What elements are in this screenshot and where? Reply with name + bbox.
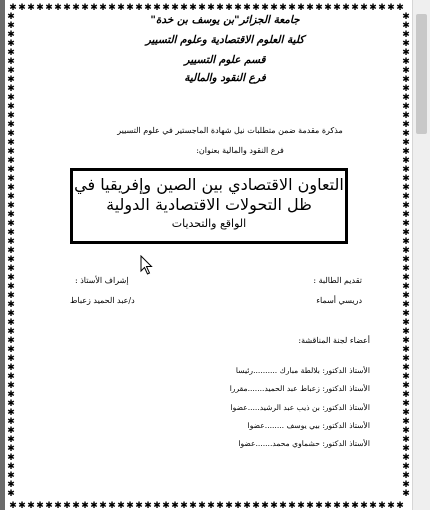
border-star-icon: ✱ (7, 444, 15, 454)
border-star-icon: ✱ (402, 192, 410, 202)
border-star-icon: ✱ (378, 501, 386, 510)
committee-member-2: الأستاذ الدكتور: زعباط عبد الحميد.......مقررا (229, 384, 370, 393)
border-star-icon: ✱ (171, 501, 179, 510)
faculty-name: كلية العلوم الاقتصادية وعلوم التسيير (145, 34, 305, 46)
border-star-icon: ✱ (342, 501, 350, 510)
border-star-icon: ✱ (117, 3, 125, 13)
border-star-icon: ✱ (288, 3, 296, 13)
border-star-icon: ✱ (402, 120, 410, 130)
border-star-icon: ✱ (7, 300, 15, 310)
border-star-icon: ✱ (402, 255, 410, 265)
border-star-icon: ✱ (369, 501, 377, 510)
border-star-icon: ✱ (252, 3, 260, 13)
border-star-icon: ✱ (279, 3, 287, 13)
border-star-icon: ✱ (7, 489, 15, 499)
border-star-icon: ✱ (216, 501, 224, 510)
border-star-icon: ✱ (402, 480, 410, 490)
border-star-icon: ✱ (54, 3, 62, 13)
committee-member-4: الأستاذ الدكتور: بيي يوسف ........عضوا (247, 421, 370, 430)
supervisor-name: د/عبد الحميد زعباط (70, 296, 135, 305)
border-star-icon: ✱ (72, 501, 80, 510)
border-star-icon: ✱ (402, 408, 410, 418)
border-star-icon: ✱ (7, 57, 15, 67)
border-star-icon: ✱ (7, 381, 15, 391)
border-star-icon: ✱ (402, 129, 410, 139)
border-star-icon: ✱ (7, 93, 15, 103)
border-star-icon: ✱ (7, 336, 15, 346)
border-star-icon: ✱ (7, 102, 15, 112)
border-star-icon: ✱ (7, 156, 15, 166)
border-star-icon: ✱ (180, 501, 188, 510)
border-star-icon: ✱ (45, 3, 53, 13)
mouse-pointer-icon (140, 255, 154, 275)
border-star-icon: ✱ (81, 501, 89, 510)
border-star-icon: ✱ (126, 3, 134, 13)
border-star-icon: ✱ (351, 3, 359, 13)
border-star-icon: ✱ (7, 237, 15, 247)
border-star-icon: ✱ (324, 3, 332, 13)
branch-name: فرع النقود والمالية (184, 72, 266, 84)
border-star-icon: ✱ (90, 3, 98, 13)
memo-line-2: فرع النقود والمالية بعنوان: (196, 146, 284, 155)
memo-line-1: مذكرة مقدمة ضمن متطلبات نيل شهادة الماجستير في علوم التسيير (117, 126, 343, 135)
border-star-icon: ✱ (7, 372, 15, 382)
border-star-icon: ✱ (402, 318, 410, 328)
border-star-icon: ✱ (171, 3, 179, 13)
border-star-icon: ✱ (7, 417, 15, 427)
border-star-icon: ✱ (144, 501, 152, 510)
border-star-icon: ✱ (7, 219, 15, 229)
border-star-icon: ✱ (324, 501, 332, 510)
border-star-icon: ✱ (402, 174, 410, 184)
border-star-icon: ✱ (402, 228, 410, 238)
border-star-icon: ✱ (402, 345, 410, 355)
border-star-icon: ✱ (402, 210, 410, 220)
border-star-icon: ✱ (81, 3, 89, 13)
border-star-icon: ✱ (225, 501, 233, 510)
border-star-icon: ✱ (7, 282, 15, 292)
border-star-icon: ✱ (315, 501, 323, 510)
border-star-icon: ✱ (7, 255, 15, 265)
border-star-icon: ✱ (402, 264, 410, 274)
border-star-icon: ✱ (18, 501, 26, 510)
border-star-icon: ✱ (72, 3, 80, 13)
vertical-scrollbar[interactable] (412, 0, 430, 510)
border-star-icon: ✱ (402, 291, 410, 301)
border-star-icon: ✱ (261, 501, 269, 510)
border-star-icon: ✱ (402, 336, 410, 346)
border-star-icon: ✱ (7, 327, 15, 337)
committee-label: أعضاء لجنة المناقشة: (298, 336, 370, 345)
border-star-icon: ✱ (378, 3, 386, 13)
border-star-icon: ✱ (402, 372, 410, 382)
border-star-icon: ✱ (7, 291, 15, 301)
border-star-icon: ✱ (27, 3, 35, 13)
border-star-icon: ✱ (351, 501, 359, 510)
border-star-icon: ✱ (402, 75, 410, 85)
border-star-icon: ✱ (7, 111, 15, 121)
border-star-icon: ✱ (144, 3, 152, 13)
border-star-icon: ✱ (243, 501, 251, 510)
border-star-icon: ✱ (63, 501, 71, 510)
border-star-icon: ✱ (270, 3, 278, 13)
border-star-icon: ✱ (7, 192, 15, 202)
border-star-icon: ✱ (270, 501, 278, 510)
border-star-icon: ✱ (234, 501, 242, 510)
border-star-icon: ✱ (402, 84, 410, 94)
border-star-icon: ✱ (90, 501, 98, 510)
border-star-icon: ✱ (402, 183, 410, 193)
border-star-icon: ✱ (252, 501, 260, 510)
border-star-icon: ✱ (126, 501, 134, 510)
border-star-icon: ✱ (7, 354, 15, 364)
border-star-icon: ✱ (333, 501, 341, 510)
student-label: تقديم الطالبة : (313, 276, 362, 285)
border-star-icon: ✱ (402, 381, 410, 391)
border-star-icon: ✱ (402, 93, 410, 103)
border-star-icon: ✱ (402, 471, 410, 481)
border-star-icon: ✱ (7, 84, 15, 94)
border-star-icon: ✱ (7, 138, 15, 148)
border-star-icon: ✱ (288, 501, 296, 510)
border-star-icon: ✱ (9, 501, 17, 510)
university-name: جامعة الجزائر"بن يوسف بن خدة" (150, 14, 300, 26)
border-star-icon: ✱ (306, 501, 314, 510)
border-star-icon: ✱ (7, 210, 15, 220)
border-star-icon: ✱ (135, 3, 143, 13)
border-star-icon: ✱ (402, 12, 410, 22)
border-star-icon: ✱ (315, 3, 323, 13)
border-star-icon: ✱ (7, 120, 15, 130)
border-star-icon: ✱ (402, 165, 410, 175)
border-star-icon: ✱ (7, 66, 15, 76)
border-star-icon: ✱ (108, 501, 116, 510)
border-star-icon: ✱ (207, 501, 215, 510)
border-star-icon: ✱ (402, 48, 410, 58)
border-star-icon: ✱ (402, 21, 410, 31)
border-star-icon: ✱ (402, 363, 410, 373)
border-star-icon: ✱ (7, 318, 15, 328)
border-star-icon: ✱ (27, 501, 35, 510)
border-star-icon: ✱ (402, 273, 410, 283)
department-name: قسم علوم التسيير (184, 54, 266, 66)
border-star-icon: ✱ (402, 435, 410, 445)
border-star-icon: ✱ (402, 309, 410, 319)
border-star-icon: ✱ (396, 501, 404, 510)
border-star-icon: ✱ (117, 501, 125, 510)
border-star-icon: ✱ (402, 30, 410, 40)
border-star-icon: ✱ (9, 3, 17, 13)
border-star-icon: ✱ (402, 57, 410, 67)
border-star-icon: ✱ (7, 453, 15, 463)
border-star-icon: ✱ (207, 3, 215, 13)
border-star-icon: ✱ (180, 3, 188, 13)
border-star-icon: ✱ (36, 3, 44, 13)
border-star-icon: ✱ (45, 501, 53, 510)
border-star-icon: ✱ (63, 3, 71, 13)
border-star-icon: ✱ (402, 39, 410, 49)
border-star-icon: ✱ (7, 462, 15, 472)
border-star-icon: ✱ (7, 165, 15, 175)
border-star-icon: ✱ (99, 3, 107, 13)
border-star-icon: ✱ (162, 3, 170, 13)
border-star-icon: ✱ (7, 390, 15, 400)
student-name: دريسي أسماء (316, 296, 362, 305)
border-star-icon: ✱ (360, 501, 368, 510)
border-star-icon: ✱ (7, 480, 15, 490)
border-star-icon: ✱ (216, 3, 224, 13)
supervisor-label: إشراف الأستاذ : (75, 276, 129, 285)
border-star-icon: ✱ (402, 246, 410, 256)
border-star-icon: ✱ (7, 399, 15, 409)
border-star-icon: ✱ (7, 264, 15, 274)
border-star-icon: ✱ (402, 417, 410, 427)
border-star-icon: ✱ (297, 3, 305, 13)
border-star-icon: ✱ (402, 66, 410, 76)
committee-member-1: الأستاذ الدكتور: بلالطة مبارك ..........رئيسا (235, 366, 370, 375)
committee-member-5: الأستاذ الدكتور: حشماوي محمد.......عضوا (238, 439, 370, 448)
thesis-title-line-1: التعاون الاقتصادي بين الصين وإفريقيا في (74, 175, 344, 194)
border-star-icon: ✱ (18, 3, 26, 13)
border-star-icon: ✱ (7, 48, 15, 58)
border-star-icon: ✱ (402, 462, 410, 472)
border-star-icon: ✱ (402, 327, 410, 337)
border-star-icon: ✱ (189, 501, 197, 510)
committee-member-3: الأستاذ الدكتور: بن ذيب عبد الرشيد.....عضوا (230, 403, 370, 412)
thesis-subtitle: الواقع والتحديات (171, 217, 247, 230)
border-star-icon: ✱ (7, 408, 15, 418)
border-star-icon: ✱ (135, 501, 143, 510)
border-star-icon: ✱ (387, 3, 395, 13)
border-star-icon: ✱ (7, 183, 15, 193)
border-star-icon: ✱ (153, 3, 161, 13)
border-star-icon: ✱ (7, 228, 15, 238)
border-star-icon: ✱ (402, 354, 410, 364)
border-star-icon: ✱ (7, 309, 15, 319)
border-star-icon: ✱ (7, 21, 15, 31)
border-star-icon: ✱ (333, 3, 341, 13)
border-star-icon: ✱ (153, 501, 161, 510)
border-star-icon: ✱ (402, 111, 410, 121)
border-star-icon: ✱ (387, 501, 395, 510)
border-star-icon: ✱ (7, 273, 15, 283)
border-star-icon: ✱ (369, 3, 377, 13)
border-star-icon: ✱ (99, 501, 107, 510)
border-star-icon: ✱ (396, 3, 404, 13)
border-star-icon: ✱ (36, 501, 44, 510)
border-star-icon: ✱ (402, 453, 410, 463)
border-star-icon: ✱ (7, 471, 15, 481)
border-star-icon: ✱ (306, 3, 314, 13)
border-star-icon: ✱ (360, 3, 368, 13)
border-star-icon: ✱ (7, 246, 15, 256)
border-star-icon: ✱ (297, 501, 305, 510)
border-star-icon: ✱ (198, 501, 206, 510)
border-star-icon: ✱ (162, 501, 170, 510)
border-star-icon: ✱ (7, 129, 15, 139)
border-star-icon: ✱ (402, 102, 410, 112)
border-star-icon: ✱ (7, 174, 15, 184)
border-star-icon: ✱ (402, 147, 410, 157)
border-star-icon: ✱ (54, 501, 62, 510)
thesis-title-line-2: ظل التحولات الاقتصادية الدولية (106, 195, 312, 214)
border-star-icon: ✱ (402, 399, 410, 409)
border-star-icon: ✱ (189, 3, 197, 13)
border-star-icon: ✱ (402, 300, 410, 310)
border-star-icon: ✱ (225, 3, 233, 13)
thesis-title-box (70, 168, 348, 244)
border-star-icon: ✱ (7, 426, 15, 436)
border-star-icon: ✱ (402, 489, 410, 499)
border-star-icon: ✱ (243, 3, 251, 13)
border-star-icon: ✱ (402, 201, 410, 211)
border-star-icon: ✱ (342, 3, 350, 13)
border-star-icon: ✱ (402, 444, 410, 454)
border-star-icon: ✱ (402, 237, 410, 247)
border-star-icon: ✱ (198, 3, 206, 13)
border-star-icon: ✱ (234, 3, 242, 13)
border-star-icon: ✱ (402, 282, 410, 292)
border-star-icon: ✱ (7, 345, 15, 355)
border-star-icon: ✱ (7, 39, 15, 49)
border-star-icon: ✱ (7, 201, 15, 211)
border-star-icon: ✱ (402, 426, 410, 436)
border-star-icon: ✱ (7, 435, 15, 445)
border-star-icon: ✱ (402, 390, 410, 400)
border-star-icon: ✱ (108, 3, 116, 13)
scrollbar-thumb[interactable] (416, 14, 427, 134)
border-star-icon: ✱ (402, 138, 410, 148)
border-star-icon: ✱ (7, 30, 15, 40)
border-star-icon: ✱ (7, 363, 15, 373)
border-star-icon: ✱ (7, 147, 15, 157)
border-star-icon: ✱ (402, 156, 410, 166)
border-star-icon: ✱ (7, 12, 15, 22)
border-star-icon: ✱ (261, 3, 269, 13)
border-star-icon: ✱ (7, 75, 15, 85)
border-star-icon: ✱ (279, 501, 287, 510)
border-star-icon: ✱ (402, 219, 410, 229)
